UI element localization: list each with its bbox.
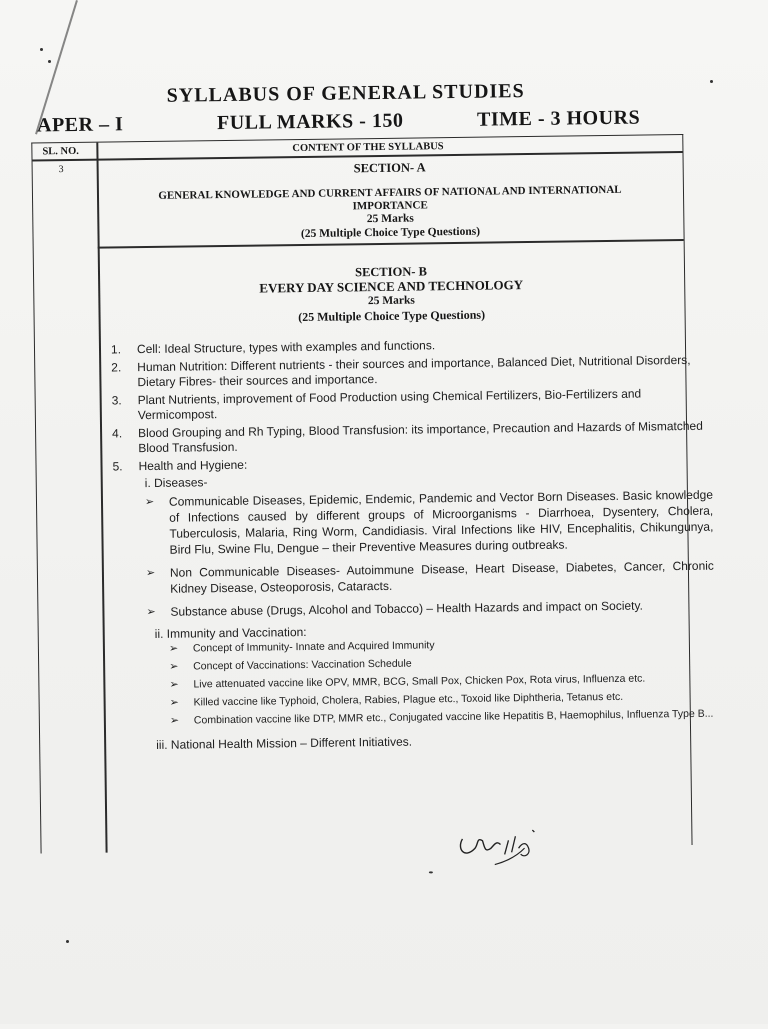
section-b-items — [111, 335, 716, 752]
section-a-title: SECTION- A — [353, 160, 426, 176]
immunity-bullet: ➢ Combination vaccine like DTP, MMR etc., Conjugated vaccine like Hepatitis B, Haemophilus, Influenza Type B... — [169, 707, 714, 727]
time-label: TIME - 3 HOURS — [476, 106, 641, 131]
diseases-label: i. Diseases- — [144, 475, 208, 491]
section-a-topic-line2: IMPORTANCE — [352, 199, 428, 213]
immunity-subsection — [115, 619, 717, 752]
scan-speck — [429, 871, 433, 873]
section-b-questions: (25 Multiple Choice Type Questions) — [298, 307, 486, 325]
arrow-bullet-icon: ➢ — [146, 605, 156, 618]
arrow-bullet-icon: ➢ — [169, 696, 179, 709]
arrow-bullet-icon: ➢ — [145, 566, 156, 579]
immunity-bullet: ➢ Concept of Immunity- Innate and Acquired Immunity — [168, 638, 435, 655]
arrow-bullet-icon: ➢ — [169, 660, 179, 673]
syllabus-table — [31, 134, 714, 853]
syllabus-item: 1. Cell: Ideal Structure, types with examples and functions. — [110, 338, 436, 357]
document-title: SYLLABUS OF GENERAL STUDIES — [166, 80, 525, 107]
immunity-bullet: ➢ Concept of Vaccinations: Vaccination Schedule — [169, 657, 412, 673]
diseases-subsection — [113, 469, 715, 620]
disease-bullet: ➢ Non Communicable Diseases- Autoimmune Disease, Heart Disease, Diabetes, Cancer, Chronic Kidney Disease, Osteoporosis, Cataracts. — [145, 558, 714, 596]
section-a-marks: 25 Marks — [366, 212, 414, 226]
syllabus-item: 5. Health and Hygiene: — [112, 457, 248, 473]
arrow-bullet-icon: ➢ — [169, 678, 179, 691]
section-b-topic: EVERY DAY SCIENCE AND TECHNOLOGY — [259, 277, 524, 296]
national-health-mission: iii. National Health Mission – Different Initiatives. — [156, 734, 413, 752]
section-a-topic-line1: GENERAL KNOWLEDGE AND CURRENT AFFAIRS OF NATIONAL AND INTERNATIONAL — [158, 183, 622, 202]
disease-bullet: ➢ Communicable Diseases, Epidemic, Endemic, Pandemic and Vector Born Diseases. Basic knowledge of Infections caused by different groups of Microorganisms - Diarrhoea, Dysentery, Cholera, Tuberculosis, Malaria, Ring Worm, Candidiasis. Viral Infections like HIV, Encephalitis, Chikungunya, Bird Flu, Swine Flu, Dengue – their Preventive Measures during outbreaks. — [144, 487, 714, 557]
section-b-marks: 25 Marks — [367, 294, 415, 308]
section-a-questions: (25 Multiple Choice Type Questions) — [300, 225, 481, 241]
column-header-content: CONTENT OF THE SYLLABUS — [292, 141, 444, 155]
serial-number: 3 — [58, 164, 64, 176]
handwritten-signature — [454, 818, 545, 869]
full-marks-label: FULL MARKS - 150 — [216, 109, 404, 135]
immunity-bullet: ➢ Killed vaccine like Typhoid, Cholera, Rabies, Plague etc., Toxoid like Diphtheria, Tetanus etc. — [169, 690, 624, 709]
syllabus-item: 4. Blood Grouping and Rh Typing, Blood Transfusion: its importance, Precaution and Hazards of Mismatched Blood Transfusion. — [112, 418, 703, 456]
arrow-bullet-icon: ➢ — [168, 642, 179, 655]
column-header-sl-no: SL. NO. — [42, 145, 79, 158]
table-column-divider — [96, 143, 107, 853]
arrow-bullet-icon: ➢ — [169, 714, 180, 727]
syllabus-item: 3. Plant Nutrients, improvement of Food Production using Chemical Fertilizers, Bio-Fertilizers and Vermicompost. — [111, 386, 642, 423]
section-b-title: SECTION- B — [354, 264, 428, 280]
immunity-label: ii. Immunity and Vaccination: — [154, 624, 307, 641]
syllabus-item: 2. Human Nutrition: Different nutrients - their sources and importance, Balanced Diet, Nutritional Disorders, Dietary Fibres- their sources and importance. — [111, 352, 691, 390]
paper-label: APER – I — [36, 113, 124, 137]
arrow-bullet-icon: ➢ — [144, 495, 155, 508]
disease-bullet: ➢ Substance abuse (Drugs, Alcohol and Tobacco) – Health Hazards and impact on Society. — [146, 598, 643, 619]
immunity-bullet: ➢ Live attenuated vaccine like OPV, MMR, BCG, Small Pox, Chicken Pox, Rota virus, Influenza etc. — [169, 672, 646, 691]
